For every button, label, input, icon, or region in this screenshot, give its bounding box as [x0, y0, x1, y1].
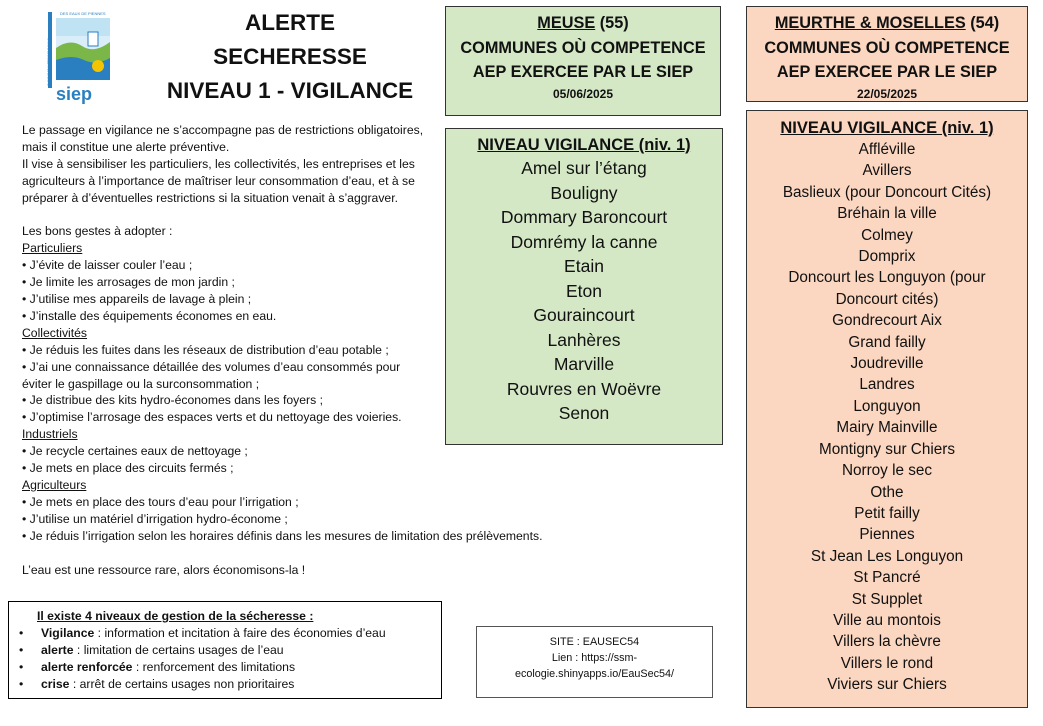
- commune-item: Mairy Mainville: [836, 419, 938, 437]
- site-link-line-1[interactable]: Lien : https://ssm-: [551, 652, 638, 664]
- main-title: [140, 6, 440, 108]
- commune-item: Dommary Baroncourt: [500, 207, 668, 227]
- title-line-3: NIVEAU 1 - VIGILANCE: [166, 78, 414, 103]
- gestes-heading: Les bons gestes à adopter :: [22, 224, 173, 239]
- commune-item: Longuyon: [853, 397, 921, 415]
- commune-item: Gouraincourt: [533, 305, 635, 325]
- list-item: • Je mets en place des tours d’eau pour l’irrigation ;: [22, 494, 299, 509]
- site-name: SITE : EAUSEC54: [549, 636, 640, 648]
- level-name: crise: [41, 677, 70, 691]
- closing-text: L’eau est une ressource rare, alors économisons-la !: [22, 562, 306, 577]
- level-name: alerte renforcée: [41, 660, 133, 674]
- meuse-dept-name: MEUSE: [537, 14, 596, 32]
- list-item: • J’utilise mes appareils de lavage à plein ;: [22, 292, 252, 307]
- commune-item: St Supplet: [851, 590, 923, 608]
- commune-item: Rouvres en Woëvre: [506, 378, 662, 399]
- commune-item: St Jean Les Longuyon: [810, 547, 964, 565]
- level-desc: : information et incitation à faire des économies d’eau: [94, 626, 386, 640]
- commune-item: Landres: [859, 376, 915, 394]
- meuse-line-2: COMMUNES OÙ COMPETENCE: [460, 38, 706, 57]
- meurthe-moselle-header: [746, 6, 1028, 102]
- commune-item: Bréhain la ville: [837, 205, 937, 223]
- list-item: • J’ai une connaissance détaillée des volumes d’eau consommés pour: [22, 359, 401, 374]
- level-desc: : renforcement des limitations: [132, 660, 296, 674]
- commune-item: Amel sur l’étang: [521, 158, 647, 178]
- logo-side-text: SYNDICAT INTERCOMMUNAL: [47, 36, 51, 86]
- commune-item: Joudreville: [850, 355, 924, 373]
- list-item: • J’évite de laisser couler l’eau ;: [22, 258, 193, 273]
- list-item: • J’optimise l’arrosage des espaces verts et du nettoyage des voieries.: [22, 410, 402, 425]
- commune-item: Affléville: [858, 141, 916, 158]
- logo-org-name: DES EAUX DE PIENNES: [60, 11, 106, 16]
- site-box: [476, 626, 713, 698]
- level-item: [41, 659, 433, 676]
- spacer: [22, 545, 567, 562]
- commune-item: St Pancré: [853, 569, 921, 587]
- commune-item: Norroy le sec: [841, 462, 933, 480]
- commune-item: Montigny sur Chiers: [818, 440, 956, 458]
- commune-item: Eton: [566, 280, 602, 301]
- mm-communes-box: [746, 110, 1028, 708]
- meuse-date: 05/06/2025: [552, 86, 614, 101]
- level-desc: : limitation de certains usages de l’eau: [73, 643, 284, 657]
- mm-date: 22/05/2025: [856, 86, 918, 101]
- commune-item: Othe: [870, 483, 904, 501]
- intro-p2: mais il constitue une alerte préventive.: [22, 139, 230, 154]
- commune-item: Colmey: [861, 226, 913, 244]
- commune-item: Lanhères: [547, 329, 621, 350]
- commune-item: Grand failly: [848, 333, 926, 351]
- level-name: alerte: [41, 643, 74, 657]
- commune-item: Baslieux (pour Doncourt Cités): [782, 183, 992, 201]
- group-industriels-title: Industriels: [22, 427, 78, 442]
- mm-level-title: NIVEAU VIGILANCE (niv. 1): [780, 119, 994, 137]
- mm-communes-list: [747, 139, 1027, 696]
- commune-item: Villers la chèvre: [833, 633, 941, 651]
- level-item: [41, 625, 433, 642]
- meuse-dept-line: [446, 11, 720, 36]
- meuse-level-title: NIVEAU VIGILANCE (niv. 1): [477, 136, 691, 154]
- commune-item: Domrémy la canne: [510, 231, 658, 252]
- commune-item: Petit failly: [854, 504, 920, 522]
- commune-item: Domprix: [858, 248, 916, 266]
- mm-dept-line: [747, 11, 1027, 36]
- meuse-communes-list: [446, 156, 722, 426]
- group-particuliers-title: Particuliers: [22, 241, 83, 256]
- title-line-1: ALERTE: [245, 10, 335, 35]
- group-agriculteurs-title: Agriculteurs: [22, 478, 87, 493]
- levels-list: [17, 625, 433, 693]
- commune-item: Piennes: [859, 526, 915, 544]
- mm-line-3: AEP EXERCEE PAR LE SIEP: [776, 63, 998, 81]
- commune-item: Doncourt les Longuyon (pour: [788, 269, 986, 287]
- mm-line-2: COMMUNES OÙ COMPETENCE: [764, 38, 1010, 57]
- list-item: • Je réduis les fuites dans les réseaux de distribution d’eau potable ;: [22, 342, 389, 357]
- level-name: Vigilance: [41, 626, 95, 640]
- intro-p5: préparer à d’éventuelles restrictions si la situation venait à s’aggraver.: [22, 190, 398, 205]
- levels-box: [8, 601, 442, 699]
- siep-logo: [48, 8, 114, 104]
- level-item: [41, 676, 433, 693]
- meuse-header: [445, 6, 721, 116]
- list-item: • Je recycle certaines eaux de nettoyage ;: [22, 444, 248, 459]
- intro-p3: Il vise à sensibiliser les particuliers, les collectivités, les entreprises et les: [22, 156, 415, 171]
- meuse-dept-code: (55): [595, 14, 629, 32]
- commune-item: Etain: [564, 256, 604, 276]
- commune-item: Doncourt cités): [835, 290, 939, 308]
- commune-item: Viviers sur Chiers: [827, 676, 947, 694]
- level-desc: : arrêt de certains usages non prioritaires: [69, 677, 295, 691]
- intro-p1: Le passage en vigilance ne s’accompagne pas de restrictions obligatoires,: [22, 123, 424, 137]
- list-item: éviter le gaspillage ou la surconsommation ;: [22, 376, 260, 391]
- commune-item: Villers le rond: [840, 654, 934, 672]
- list-item: • Je réduis l’irrigation selon les horaires définis dans les mesures de limitation des prélèvements.: [22, 528, 543, 543]
- commune-item: Ville au montois: [833, 611, 941, 629]
- meuse-line-3: AEP EXERCEE PAR LE SIEP: [472, 63, 694, 81]
- intro-p4: agriculteurs à l’importance de maîtriser leur consommation d’eau, et à se: [22, 173, 415, 188]
- logo-wordmark: siep: [56, 84, 93, 104]
- siep-logo-graphic: [48, 8, 114, 104]
- levels-title: Il existe 4 niveaux de gestion de la sécheresse :: [37, 609, 314, 623]
- level-item: [41, 642, 433, 659]
- commune-item: Gondrecourt Aix: [832, 312, 942, 330]
- site-link-line-2[interactable]: ecologie.shinyapps.io/EauSec54/: [514, 668, 675, 680]
- list-item: • J’installe des équipements économes en eau.: [22, 308, 277, 323]
- mm-dept-name: MEURTHE & MOSELLES: [774, 14, 966, 32]
- list-item: • Je mets en place des circuits fermés ;: [22, 461, 234, 476]
- commune-item: Marville: [553, 354, 615, 374]
- mm-dept-code: (54): [965, 14, 1000, 32]
- list-item: • Je distribue des kits hydro-économes dans les foyers ;: [22, 393, 323, 408]
- commune-item: Bouligny: [550, 182, 618, 203]
- commune-item: Avillers: [862, 162, 912, 180]
- commune-item: Senon: [558, 403, 610, 423]
- group-collectivites-title: Collectivités: [22, 325, 88, 340]
- meuse-communes-box: [445, 128, 723, 445]
- list-item: • J’utilise un matériel d’irrigation hydro-économe ;: [22, 511, 288, 526]
- title-line-2: SECHERESSE: [213, 44, 367, 69]
- list-item: • Je limite les arrosages de mon jardin ;: [22, 275, 235, 290]
